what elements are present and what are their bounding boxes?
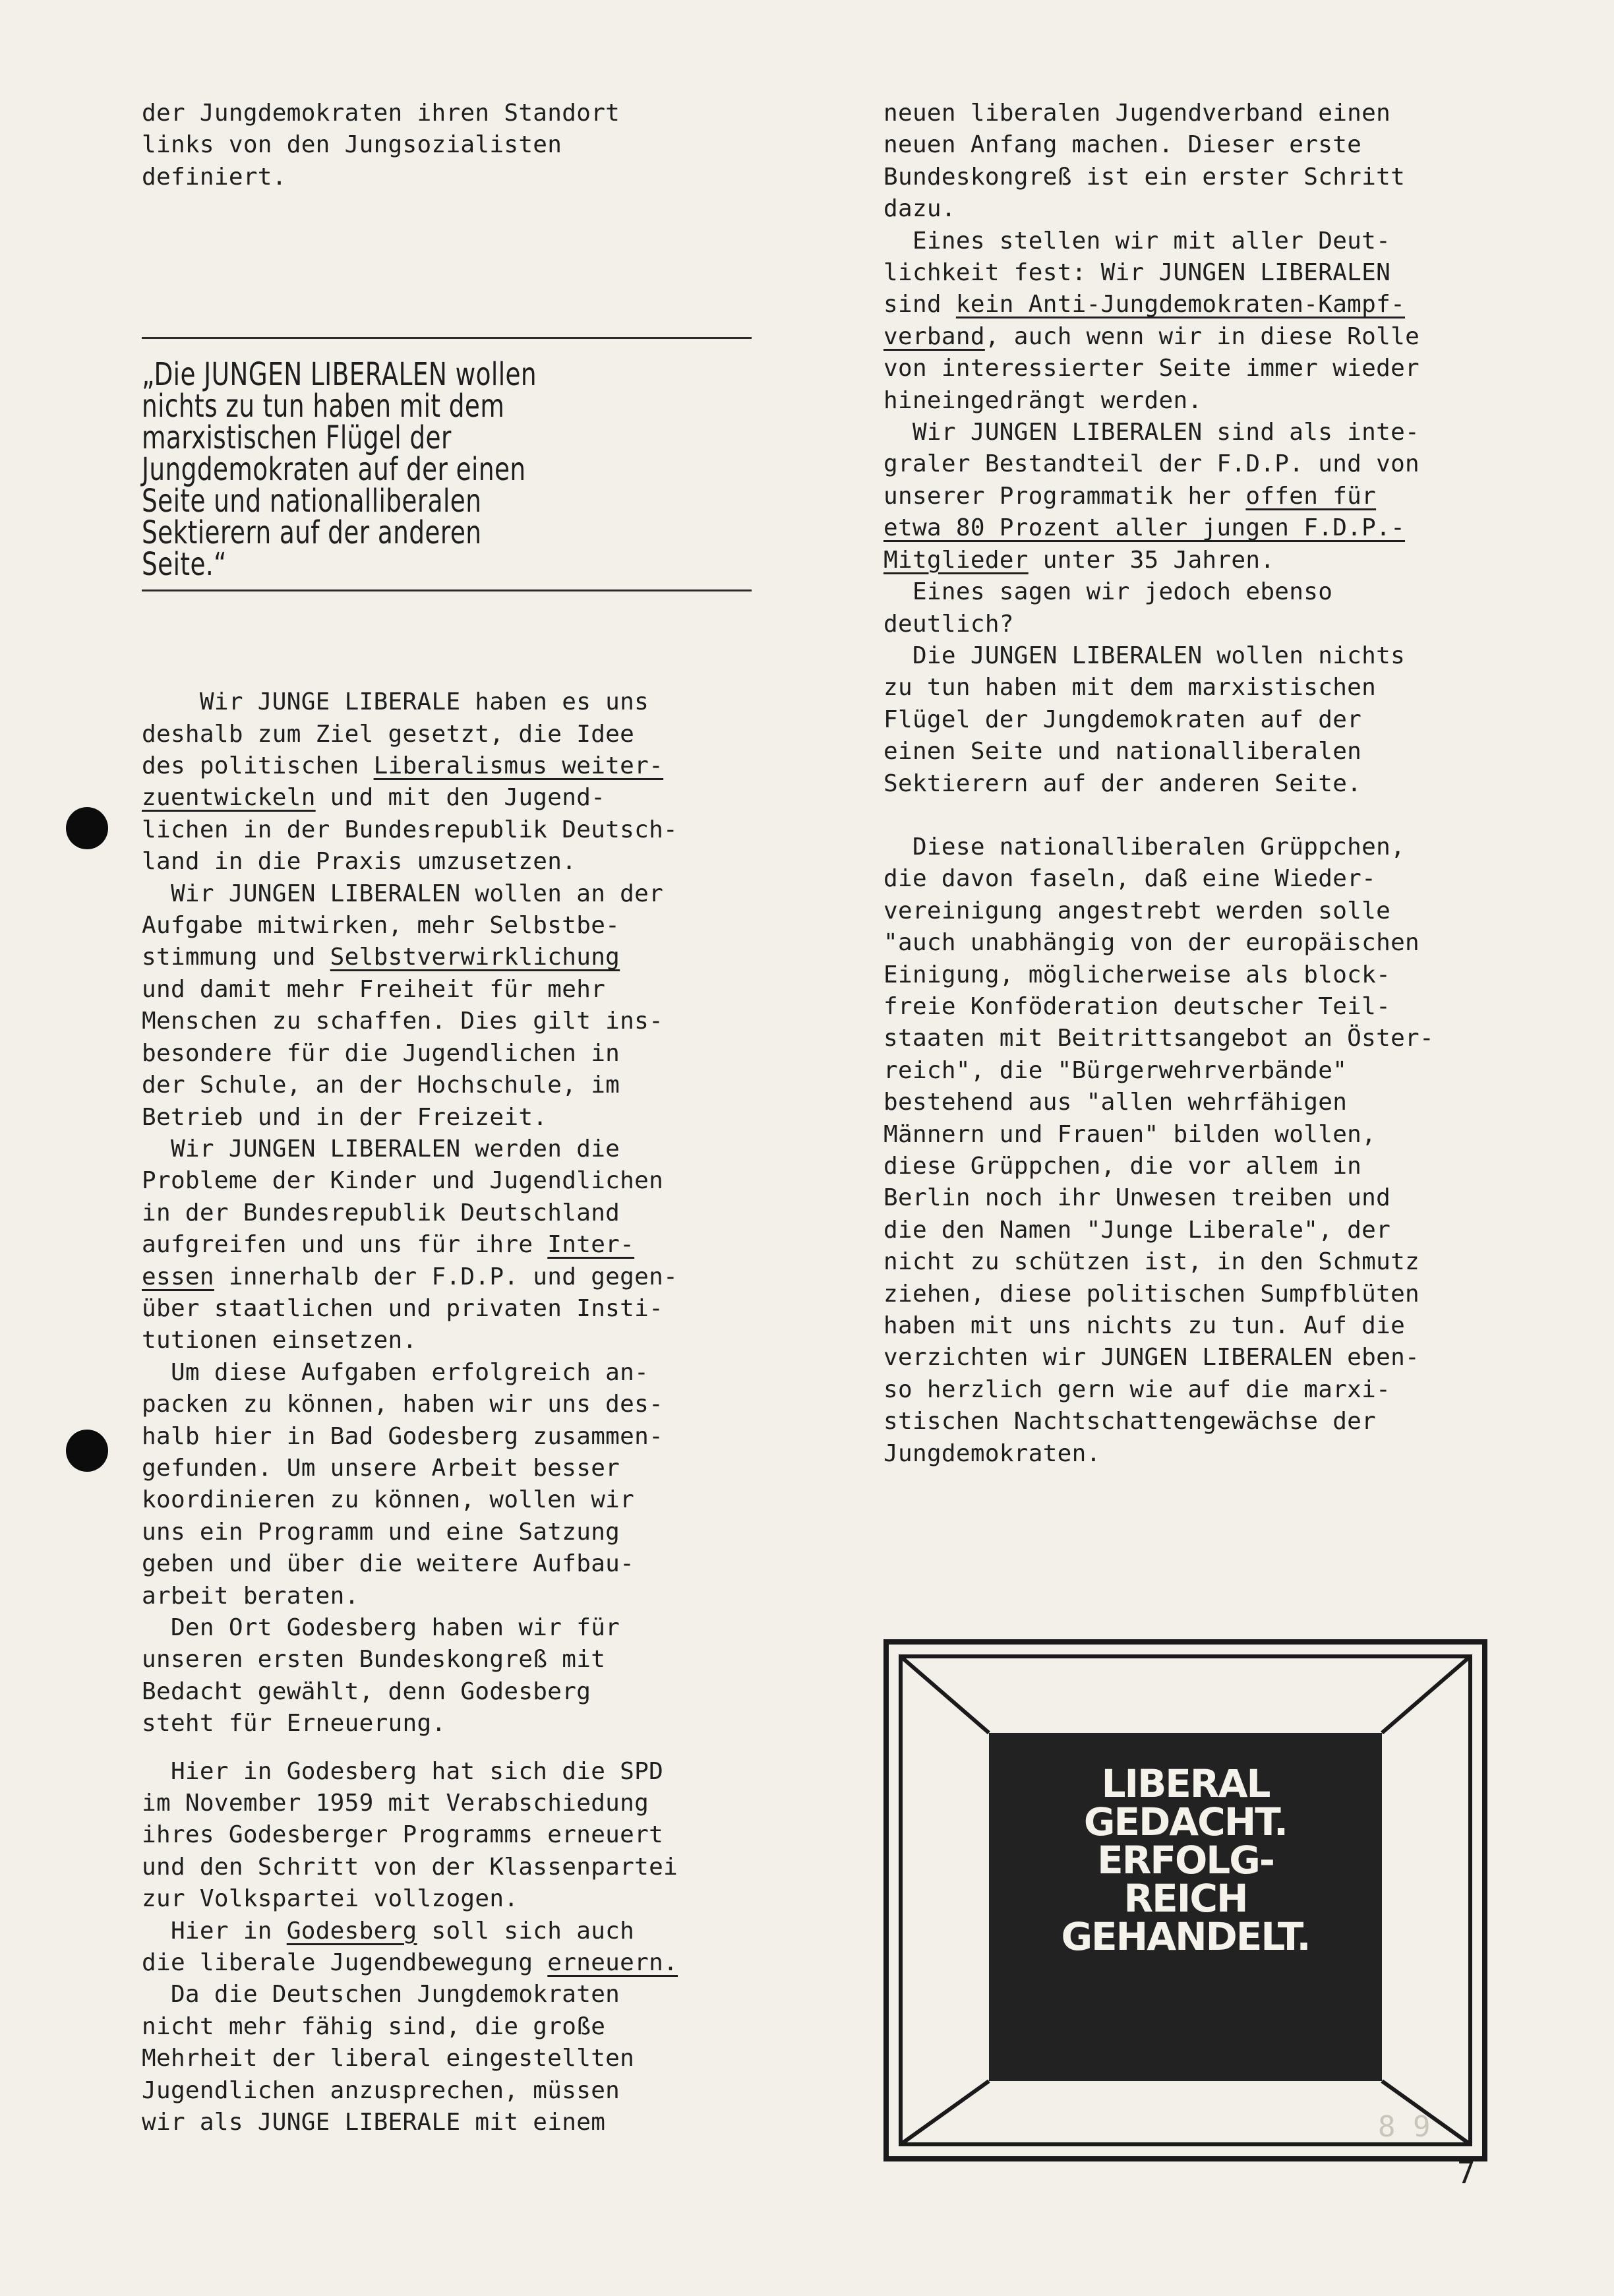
underlined-text: etwa 80 Prozent aller jungen F.D.P.- xyxy=(883,514,1406,542)
text-line: diese Grüppchen, die vor allem in xyxy=(883,1153,1362,1180)
text-line: Wir JUNGEN LIBERALEN wollen an der xyxy=(142,880,664,907)
text-line: deshalb zum Ziel gesetzt, die Idee xyxy=(142,720,635,748)
quote-line: Jungdemokraten auf der einen xyxy=(142,451,526,489)
text-line: Bedacht gewählt, denn Godesberg xyxy=(142,1677,591,1705)
text-line: unseren ersten Bundeskongreß mit xyxy=(142,1646,606,1674)
punch-hole-top xyxy=(66,807,108,849)
logo-slogan-text: LIBERAL GEDACHT. ERFOLG- REICH GEHANDELT. xyxy=(1061,1761,1310,1959)
text-line xyxy=(883,289,1464,320)
text-line: über staatlichen und privaten Insti- xyxy=(142,1294,664,1322)
text-line xyxy=(883,481,1464,512)
text-line: Da die Deutschen Jungdemokraten xyxy=(142,1981,620,2009)
text-line: Bundeskongreß ist ein erster Schritt xyxy=(883,163,1406,191)
text-line: Eines sagen wir jedoch ebenso xyxy=(883,578,1333,606)
intro-paragraph xyxy=(142,98,722,193)
text-line: wir als JUNGE LIBERALE mit einem xyxy=(142,2109,606,2136)
text-line: neuen Anfang machen. Dieser erste xyxy=(883,131,1362,159)
text-line: Wir JUNGEN LIBERALEN sind als inte- xyxy=(883,419,1420,446)
text-line xyxy=(883,545,1464,576)
right-column xyxy=(883,98,1464,1470)
quote-line: Sektierern auf der anderen xyxy=(142,514,482,552)
text-line: Männern und Frauen" bilden wollen, xyxy=(883,1120,1377,1148)
text-span: soll sich auch xyxy=(417,1917,635,1945)
left-column xyxy=(142,98,722,2139)
text-line xyxy=(142,1229,722,1261)
text-line: Sektierern auf der anderen Seite. xyxy=(883,770,1362,797)
text-line: zu tun haben mit dem marxistischen xyxy=(883,674,1377,702)
text-line: im November 1959 mit Verabschiedung xyxy=(142,1790,649,1817)
text-line: staaten mit Beitrittsangebot an Öster- xyxy=(883,1025,1435,1052)
text-line: Probleme der Kinder und Jugendlichen xyxy=(142,1167,664,1195)
text-line: vereinigung angestrebt werden solle xyxy=(883,897,1391,924)
text-line: "auch unabhängig von der europäischen xyxy=(883,929,1420,957)
text-line: Aufgabe mitwirken, mehr Selbstbe- xyxy=(142,912,620,940)
text-line: hineingedrängt werden. xyxy=(883,386,1203,414)
text-line: Betrieb und in der Freizeit. xyxy=(142,1103,548,1131)
paragraph-r4 xyxy=(883,576,1464,640)
quote-line: nichts zu tun haben mit dem xyxy=(142,388,505,425)
underlined-text: Mitglieder xyxy=(883,546,1029,574)
text-line: ziehen, diese politischen Sumpfblüten xyxy=(883,1280,1420,1308)
text-span: stimmung und xyxy=(142,944,330,971)
underlined-text: offen für xyxy=(1245,482,1377,510)
text-line: Menschen zu schaffen. Dies gilt ins- xyxy=(142,1008,664,1035)
underlined-text: Liberalismus weiter- xyxy=(373,752,664,780)
text-line xyxy=(883,512,1464,544)
text-line: Um diese Aufgaben erfolgreich an- xyxy=(142,1358,649,1386)
text-span: des politischen xyxy=(142,752,374,780)
text-line: bestehend aus "allen wehrfähigen xyxy=(883,1089,1348,1116)
text-line: Wir JUNGE LIBERALE haben es uns xyxy=(142,688,649,716)
text-line: der Schule, an der Hochschule, im xyxy=(142,1072,620,1099)
paragraph-r6 xyxy=(883,831,1464,1470)
text-line: gefunden. Um unsere Arbeit besser xyxy=(142,1454,620,1482)
paragraph-r1 xyxy=(883,98,1464,226)
text-line xyxy=(142,1947,722,1979)
text-line: freie Konföderation deutscher Teil- xyxy=(883,992,1391,1020)
underlined-text: kein Anti-Jungdemokraten-Kampf- xyxy=(955,291,1406,318)
punch-hole-bottom xyxy=(66,1430,108,1472)
text-line: ihres Godesberger Programms erneuert xyxy=(142,1821,664,1849)
text-line: Mehrheit der liberal eingestellten xyxy=(142,2045,635,2072)
text-line xyxy=(142,1916,722,1947)
quote-line: Seite.“ xyxy=(142,546,227,584)
text-line: stischen Nachtschattengewächse der xyxy=(883,1408,1377,1435)
paragraph-6 xyxy=(142,1756,722,1916)
text-line: von interessierter Seite immer wieder xyxy=(883,355,1420,382)
pull-quote xyxy=(142,356,722,584)
underlined-text: Selbstverwirklichung xyxy=(330,944,620,971)
text-line: in der Bundesrepublik Deutschland xyxy=(142,1199,620,1226)
text-line: lichen in der Bundesrepublik Deutsch- xyxy=(142,816,678,843)
text-line: links von den Jungsozialisten xyxy=(142,131,562,159)
text-line: reich", die "Bürgerwehrverbände" xyxy=(883,1056,1348,1084)
text-span: unserer Programmatik her xyxy=(883,482,1246,510)
text-line: einen Seite und nationalliberalen xyxy=(883,738,1362,766)
text-span: sind xyxy=(883,291,956,318)
text-line xyxy=(142,750,722,782)
text-line: deutlich? xyxy=(883,610,1014,638)
text-line: nicht zu schützen ist, in den Schmutz xyxy=(883,1248,1420,1276)
underlined-text: Inter- xyxy=(547,1231,635,1259)
page-number: 7 xyxy=(1457,2155,1476,2190)
text-line: halb hier in Bad Godesberg zusammen- xyxy=(142,1422,664,1450)
text-line: der Jungdemokraten ihren Standort xyxy=(142,100,620,127)
quote-line: Seite und nationalliberalen xyxy=(142,483,482,520)
text-line: koordinieren zu können, wollen wir xyxy=(142,1486,635,1514)
text-line: Flügel der Jungdemokraten auf der xyxy=(883,706,1362,733)
underlined-text: zuentwickeln xyxy=(142,784,316,812)
text-line: Den Ort Godesberg haben wir für xyxy=(142,1614,620,1641)
text-span: Hier in xyxy=(142,1917,287,1945)
text-line: uns ein Programm und eine Satzung xyxy=(142,1518,620,1546)
text-line: die den Namen "Junge Liberale", der xyxy=(883,1216,1391,1244)
text-line: Berlin noch ihr Unwesen treiben und xyxy=(883,1184,1391,1212)
paragraph-2 xyxy=(142,878,722,1133)
text-line: so herzlich gern wie auf die marxi- xyxy=(883,1375,1391,1403)
text-line: verzichten wir JUNGEN LIBERALEN eben- xyxy=(883,1344,1420,1372)
paragraph-5 xyxy=(142,1612,722,1740)
text-line: arbeit beraten. xyxy=(142,1582,359,1610)
text-line: Einigung, möglicherweise als block- xyxy=(883,961,1391,988)
text-span: , auch wenn wir in diese Rolle xyxy=(984,322,1420,350)
text-line: neuen liberalen Jugendverband einen xyxy=(883,100,1391,127)
paragraph-1 xyxy=(142,686,722,878)
text-line: Wir JUNGEN LIBERALEN werden die xyxy=(142,1135,620,1163)
text-line: land in die Praxis umzusetzen. xyxy=(142,848,577,876)
text-line xyxy=(142,1261,722,1293)
text-line: nicht mehr fähig sind, die große xyxy=(142,2012,606,2040)
text-line xyxy=(142,782,722,814)
text-line: besondere für die Jugendlichen in xyxy=(142,1039,620,1067)
text-line: geben und über die weitere Aufbau- xyxy=(142,1550,635,1578)
text-span: unter 35 Jahren. xyxy=(1028,546,1275,574)
paragraph-7 xyxy=(142,1916,722,1979)
text-line: graler Bestandteil der F.D.P. und von xyxy=(883,450,1420,478)
text-line: die davon faseln, daß eine Wieder- xyxy=(883,865,1377,893)
fdp-slogan-logo xyxy=(883,1639,1487,2161)
text-line: zur Volkspartei vollzogen. xyxy=(142,1885,519,1913)
text-line: und den Schritt von der Klassenpartei xyxy=(142,1853,678,1881)
text-line xyxy=(142,942,722,973)
text-span: die liberale Jugendbewegung xyxy=(142,1949,548,1977)
quote-line: „Die JUNGEN LIBERALEN wollen xyxy=(142,356,537,394)
paragraph-r5 xyxy=(883,640,1464,800)
text-line: Diese nationalliberalen Grüppchen, xyxy=(883,833,1406,861)
paragraph-3 xyxy=(142,1133,722,1357)
text-line: Hier in Godesberg hat sich die SPD xyxy=(142,1757,664,1785)
text-line: tutionen einsetzen. xyxy=(142,1327,417,1354)
text-line: und damit mehr Freiheit für mehr xyxy=(142,975,606,1003)
text-line: Jungdemokraten. xyxy=(883,1439,1101,1467)
paragraph-8 xyxy=(142,1979,722,2138)
text-span: und mit den Jugend- xyxy=(315,784,606,812)
paragraph-r3 xyxy=(883,417,1464,576)
underlined-text: verband xyxy=(883,322,985,350)
paragraph-4 xyxy=(142,1357,722,1612)
text-line: Eines stellen wir mit aller Deut- xyxy=(883,227,1391,255)
text-line: dazu. xyxy=(883,195,956,223)
paragraph-r2 xyxy=(883,226,1464,417)
text-line: haben mit uns nichts zu tun. Auf die xyxy=(883,1312,1406,1340)
text-line: Jugendlichen anzusprechen, müssen xyxy=(142,2076,620,2104)
underlined-text: erneuern. xyxy=(547,1949,678,1977)
text-span: innerhalb der F.D.P. und gegen- xyxy=(214,1263,678,1290)
text-line: steht für Erneuerung. xyxy=(142,1710,446,1737)
underlined-text: essen xyxy=(142,1263,214,1290)
text-line: packen zu können, haben wir uns des- xyxy=(142,1391,664,1418)
underlined-text: Godesberg xyxy=(286,1917,417,1945)
text-span: aufgreifen und uns für ihre xyxy=(142,1231,548,1259)
quote-line: marxistischen Flügel der xyxy=(142,419,452,457)
text-line: lichkeit fest: Wir JUNGEN LIBERALEN xyxy=(883,259,1391,287)
faint-mark: 8 9 xyxy=(1378,2110,1431,2144)
text-line: Die JUNGEN LIBERALEN wollen nichts xyxy=(883,642,1406,669)
text-line xyxy=(883,321,1464,353)
text-line: definiert. xyxy=(142,163,287,191)
